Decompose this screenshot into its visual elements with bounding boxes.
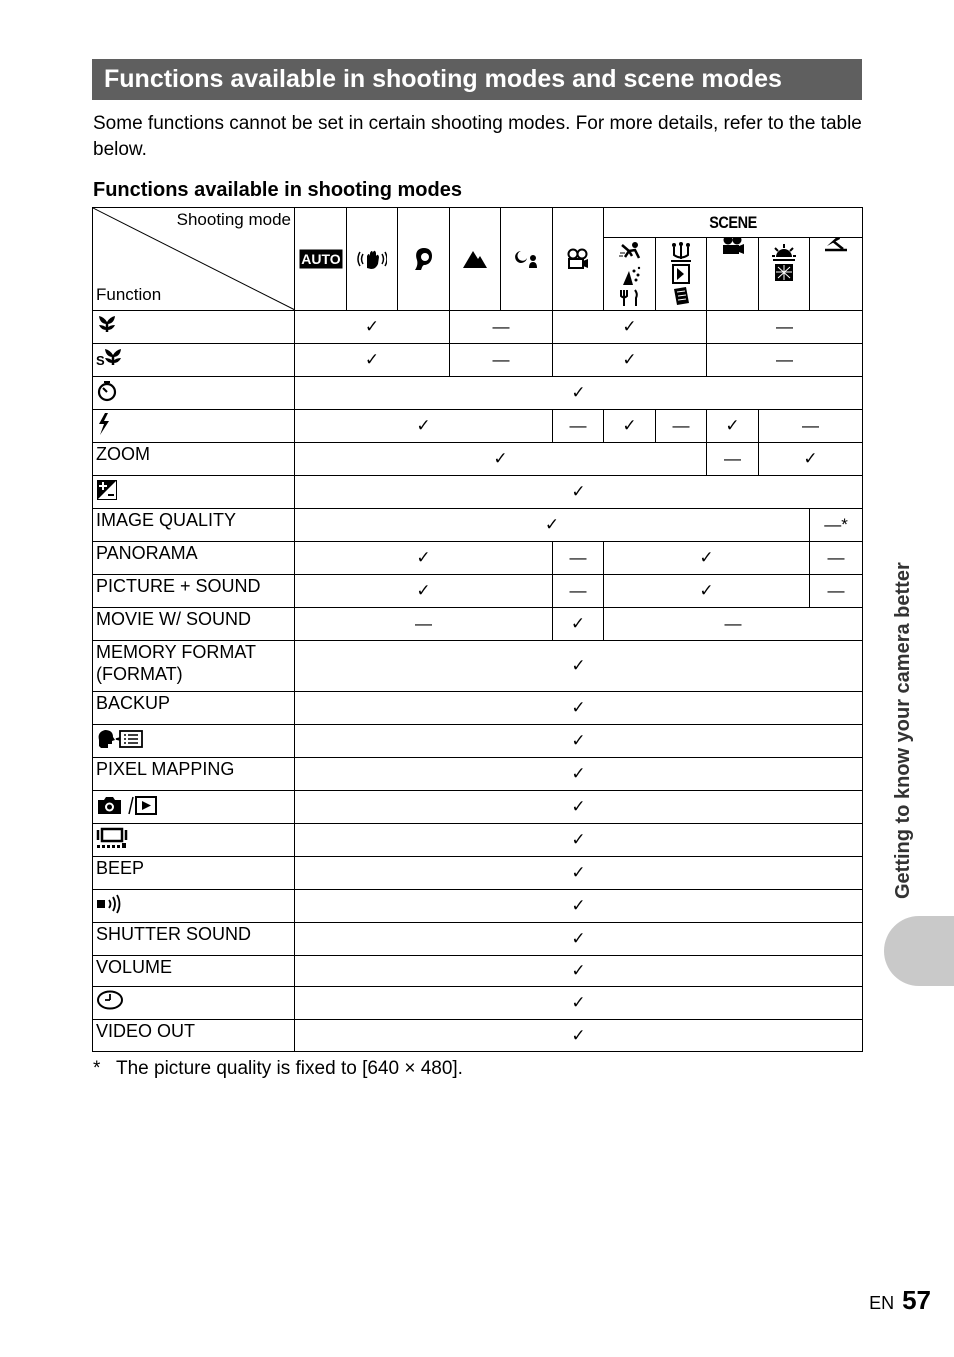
cell-check: ✓ — [295, 377, 863, 410]
page-footer — [869, 1285, 931, 1316]
cell-dash: — — [707, 311, 863, 344]
header-scene-indoor — [656, 238, 707, 311]
cell-dash: — — [707, 344, 863, 377]
macro-icon — [96, 314, 118, 334]
cell-check: ✓ — [295, 857, 863, 890]
movie-icon — [566, 248, 590, 270]
header-movie — [553, 208, 604, 311]
cell-dash: — — [707, 443, 759, 476]
cell-check: ✓ — [295, 923, 863, 956]
row-flash — [93, 410, 295, 443]
header-landscape — [450, 208, 501, 311]
cell-check: ✓ — [295, 509, 810, 542]
cell-dash: — — [810, 575, 863, 608]
self-timer-icon — [96, 380, 118, 402]
cell-check: ✓ — [553, 344, 707, 377]
row-picture-sound: PICTURE + SOUND — [93, 575, 295, 608]
cell-dash: — — [450, 311, 553, 344]
cell-dash: — — [450, 344, 553, 377]
svg-text:AUTO: AUTO — [300, 251, 341, 267]
row-pixel-mapping: PIXEL MAPPING — [93, 758, 295, 791]
cell-check: ✓ — [759, 443, 863, 476]
footnote — [93, 1057, 463, 1081]
svg-text:S: S — [96, 353, 105, 367]
cell-check: ✓ — [295, 542, 553, 575]
footnote-text: The picture quality is fixed to [640 × 480]. — [116, 1058, 463, 1079]
cell-check: ✓ — [295, 344, 450, 377]
section-heading: Functions available in shooting modes — [93, 179, 462, 201]
language-code: EN — [869, 1293, 895, 1313]
row-backup: BACKUP — [93, 692, 295, 725]
cell-check: ✓ — [295, 890, 863, 923]
row-self-timer — [93, 377, 295, 410]
row-zoom: ZOOM — [93, 443, 295, 476]
header-auto — [295, 208, 347, 311]
cell-dash: — — [759, 410, 863, 443]
row-panorama: PANORAMA — [93, 542, 295, 575]
row-clock — [93, 987, 295, 1020]
exposure-compensation-icon — [96, 479, 118, 501]
auto-icon — [299, 249, 343, 269]
row-movie-sound: MOVIE W/ SOUND — [93, 608, 295, 641]
cell-dash: — — [553, 542, 604, 575]
cell-check: ✓ — [295, 443, 707, 476]
clock-icon — [96, 990, 126, 1012]
cell-check: ✓ — [553, 311, 707, 344]
landscape-icon — [462, 249, 488, 269]
shooting-mode-label: Shooting mode — [176, 210, 291, 229]
cell-dash-footnote: —* — [810, 509, 863, 542]
cell-dash: — — [553, 410, 604, 443]
cell-check: ✓ — [295, 987, 863, 1020]
cell-check: ✓ — [553, 608, 604, 641]
cell-check: ✓ — [295, 692, 863, 725]
sport-party-cuisine-icon — [617, 241, 643, 307]
sound-icon — [96, 893, 124, 915]
cell-check: ✓ — [295, 641, 863, 692]
cell-check: ✓ — [295, 758, 863, 791]
row-language — [93, 725, 295, 758]
row-camera-playback — [93, 791, 295, 824]
cell-check: ✓ — [295, 575, 553, 608]
function-label: Function — [96, 285, 162, 304]
header-scene-self-portrait — [707, 238, 759, 311]
cell-check: ✓ — [295, 311, 450, 344]
corner-header — [93, 208, 295, 311]
cell-check: ✓ — [604, 410, 656, 443]
side-tab-marker — [884, 916, 954, 986]
cell-dash: — — [604, 608, 863, 641]
cell-check: ✓ — [295, 725, 863, 758]
row-volume: VOLUME — [93, 956, 295, 987]
cell-check: ✓ — [707, 410, 759, 443]
row-macro — [93, 311, 295, 344]
row-beep: BEEP — [93, 857, 295, 890]
flash-icon — [96, 413, 112, 435]
cell-check: ✓ — [295, 410, 553, 443]
night-scene-icon — [514, 249, 540, 269]
monitor-brightness-icon — [96, 827, 128, 849]
cell-check: ✓ — [295, 956, 863, 987]
header-scene-sport — [604, 238, 656, 311]
header-scene-sunset — [759, 238, 810, 311]
cell-check: ✓ — [295, 1020, 863, 1052]
sunset-fireworks-icon — [771, 243, 797, 283]
header-scene-beach — [810, 238, 863, 311]
row-monitor-brightness — [93, 824, 295, 857]
scene-label: SCENE — [709, 213, 757, 232]
cell-dash: — — [810, 542, 863, 575]
row-memory-format: MEMORY FORMAT (FORMAT) — [93, 641, 295, 692]
side-tab-label: Getting to know your camera better — [892, 562, 914, 899]
header-night — [501, 208, 553, 311]
cell-check: ✓ — [295, 824, 863, 857]
header-scene — [604, 208, 863, 238]
language-icon — [96, 728, 146, 750]
self-portrait-icon — [720, 238, 746, 257]
row-exposure-compensation — [93, 476, 295, 509]
footnote-mark: * — [93, 1058, 101, 1079]
beach-snow-icon — [823, 238, 849, 255]
row-image-quality: IMAGE QUALITY — [93, 509, 295, 542]
cell-dash: — — [553, 575, 604, 608]
cell-check: ✓ — [295, 791, 863, 824]
page-number: 57 — [902, 1285, 931, 1315]
row-shutter-sound: SHUTTER SOUND — [93, 923, 295, 956]
portrait-icon — [413, 247, 435, 271]
cell-check: ✓ — [604, 542, 810, 575]
row-sound — [93, 890, 295, 923]
page-title: Functions available in shooting modes and scene modes — [92, 59, 862, 100]
row-super-macro — [93, 344, 295, 377]
super-macro-icon — [96, 347, 124, 367]
cell-check: ✓ — [295, 476, 863, 509]
functions-table — [92, 207, 863, 1052]
cell-check: ✓ — [604, 575, 810, 608]
image-stabilization-icon — [357, 248, 387, 270]
indoor-document-icon — [668, 241, 694, 307]
row-video-out: VIDEO OUT — [93, 1020, 295, 1052]
header-stabilization — [347, 208, 398, 311]
camera-playback-icon — [96, 794, 158, 816]
header-portrait — [398, 208, 450, 311]
cell-dash: — — [295, 608, 553, 641]
cell-dash: — — [656, 410, 707, 443]
intro-text: Some functions cannot be set in certain shooting modes. For more details, refer to the table below. — [93, 113, 862, 160]
